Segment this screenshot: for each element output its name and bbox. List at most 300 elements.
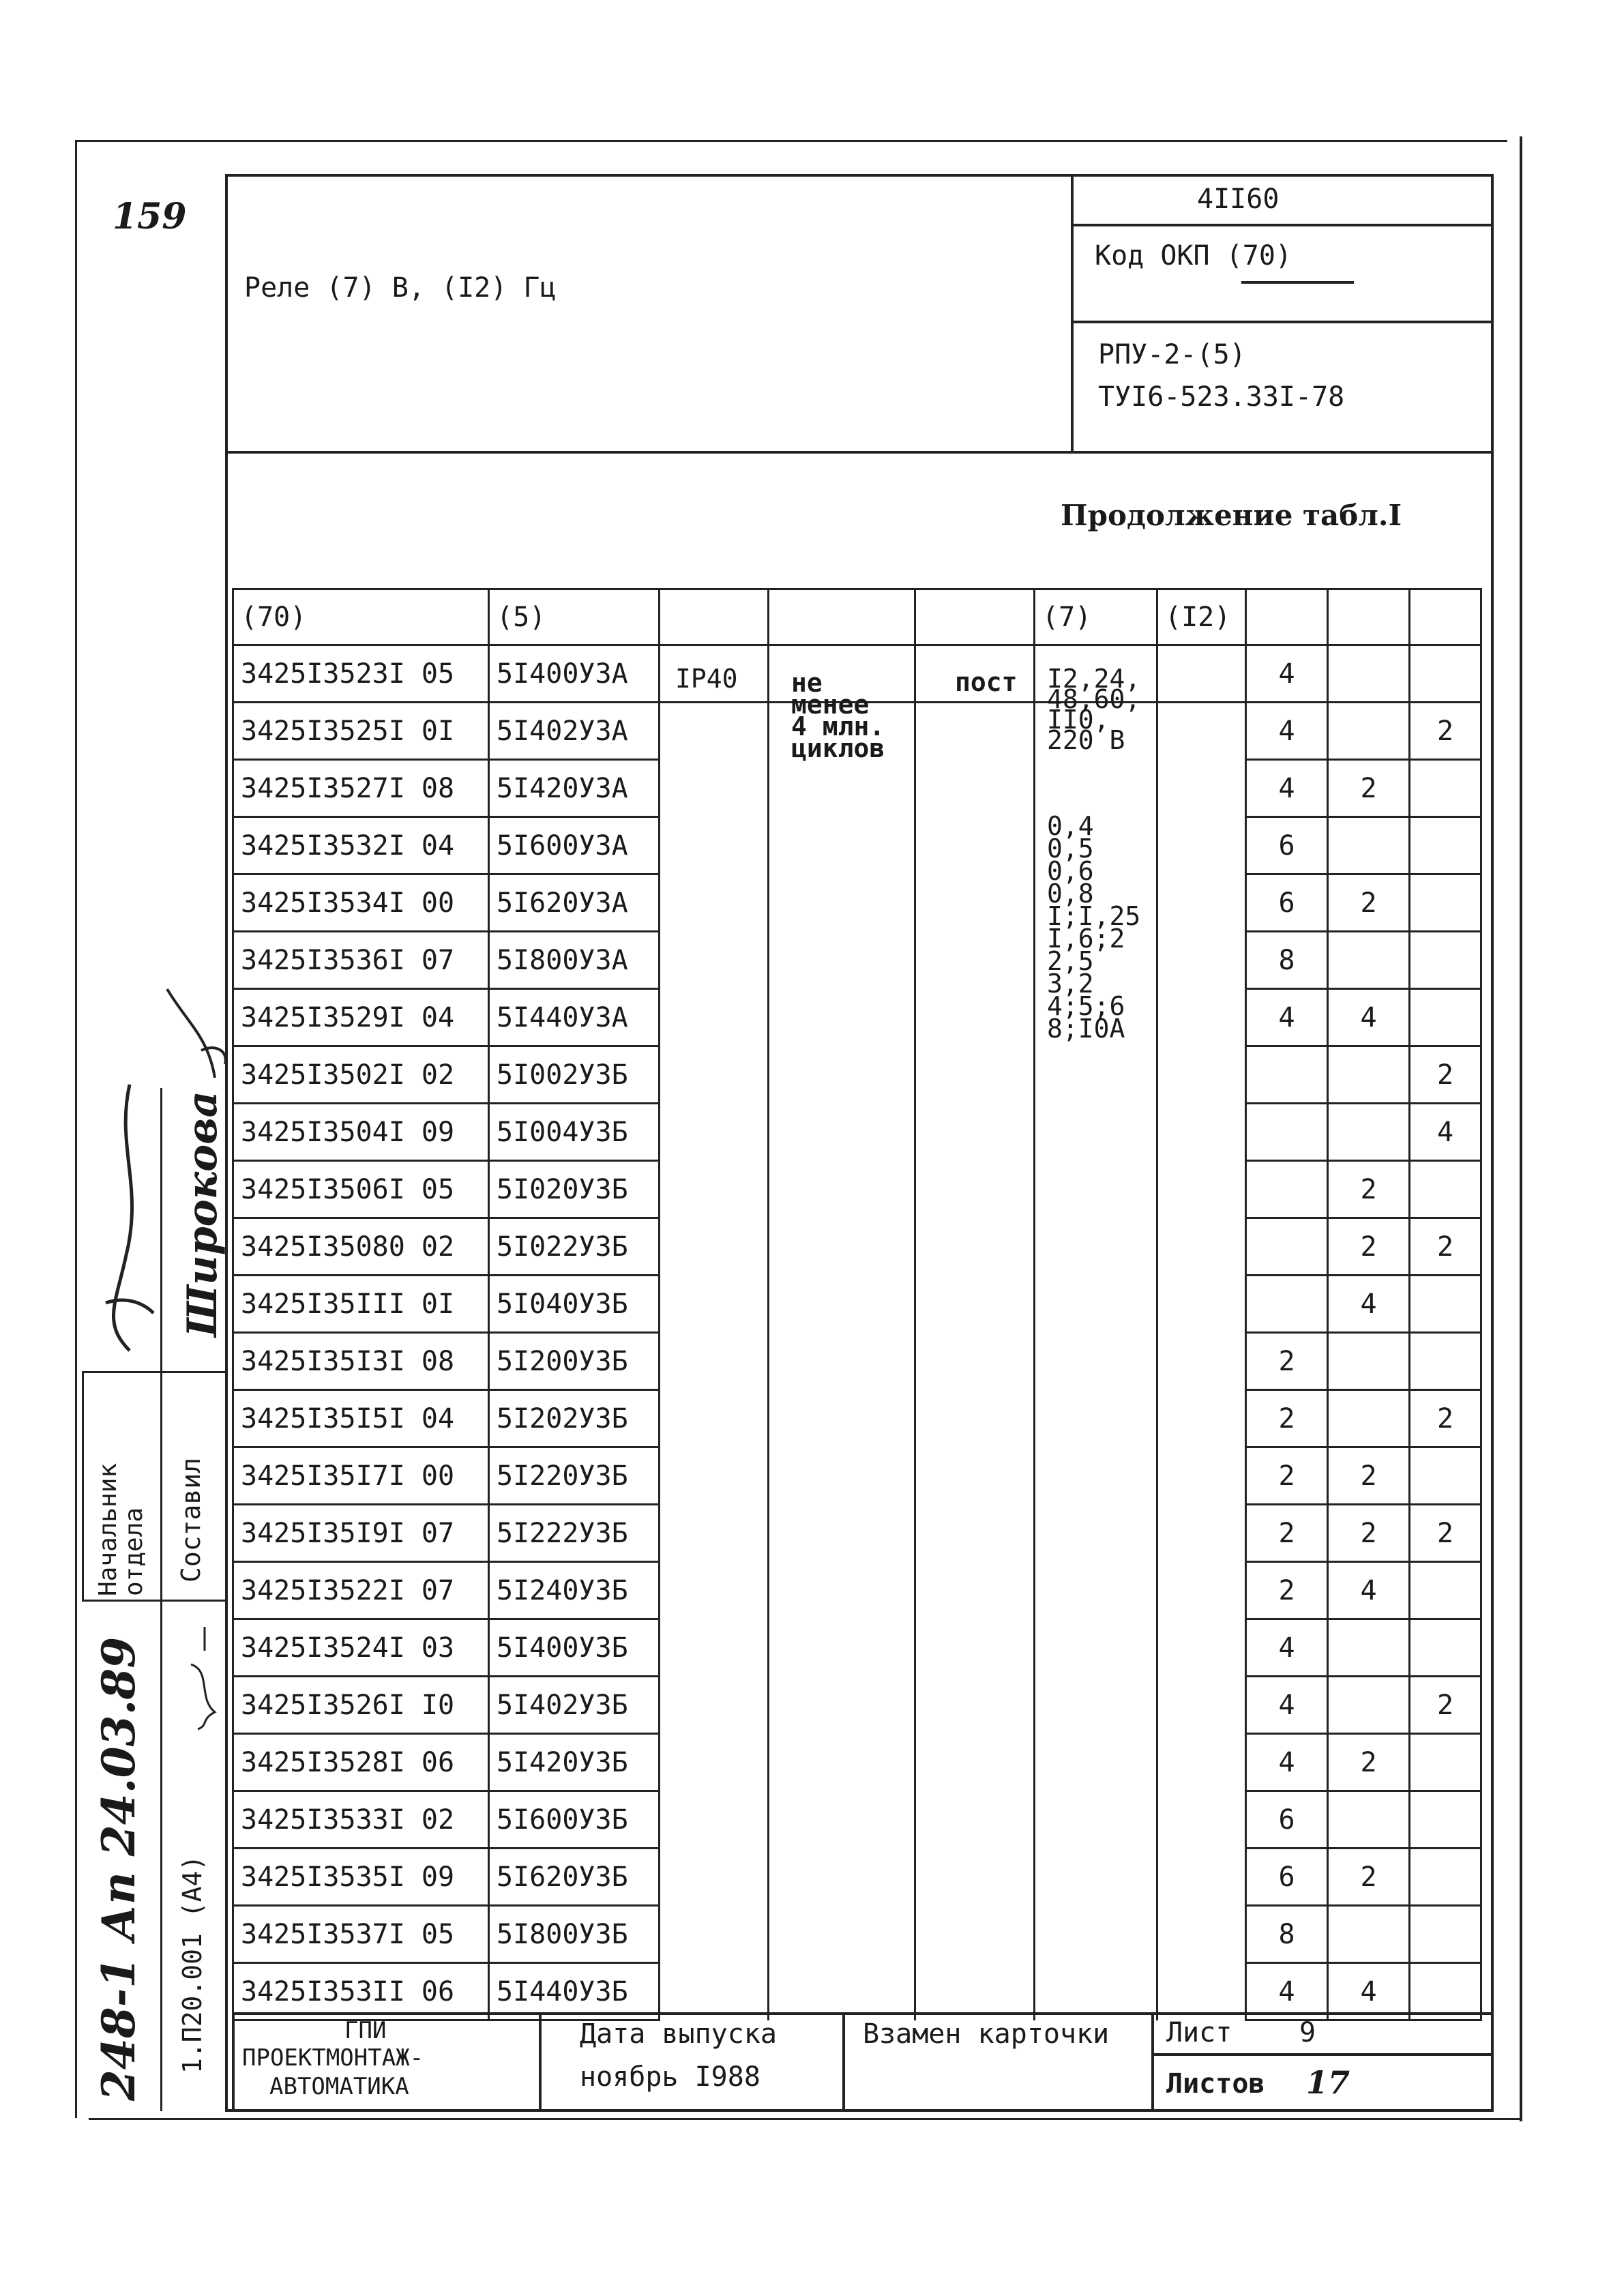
row-frequency-cell [1157, 1046, 1246, 1104]
row-count-1-cell: 4 [1246, 703, 1328, 760]
row-count-1-cell: 6 [1246, 817, 1328, 874]
row-count-1-cell [1246, 1104, 1328, 1161]
row-voltage-cell [1035, 1276, 1157, 1333]
row-protection-cell [660, 1791, 769, 1849]
table-row [233, 1046, 1481, 1104]
row-life-cell [769, 1104, 915, 1161]
row-current-type-cell [915, 1333, 1035, 1390]
row-count-3-cell [1410, 1791, 1481, 1849]
row-count-3-cell [1410, 1333, 1481, 1390]
row-current-type-cell [915, 703, 1035, 760]
row-frequency-cell [1157, 1218, 1246, 1276]
row-count-1-cell: 2 [1246, 1562, 1328, 1619]
table-row [233, 1333, 1481, 1390]
row-count-3-cell: 2 [1410, 1046, 1481, 1104]
row-current-type-cell [915, 1505, 1035, 1562]
row-voltage-cell [1035, 1677, 1157, 1734]
frame-bottom-line [89, 2118, 1521, 2120]
row-count-1-cell [1246, 1276, 1328, 1333]
row-count-3-cell [1410, 1562, 1481, 1619]
row-current-type-cell [915, 760, 1035, 817]
row-count-2-cell [1328, 1104, 1410, 1161]
row-current-type-cell [915, 989, 1035, 1046]
row-life-cell [769, 1161, 915, 1218]
row-type-cell: 5I620У3Б [489, 1849, 660, 1906]
row-current-type-cell [915, 1390, 1035, 1447]
row-frequency-cell [1157, 1276, 1246, 1333]
row-count-3-cell [1410, 1963, 1481, 2020]
life-value: не менее 4 млн. циклов [791, 668, 885, 763]
row-type-cell: 5I020У3Б [489, 1161, 660, 1218]
row-type-cell: 5I400У3А [489, 645, 660, 703]
header-col-empty-1 [660, 589, 769, 645]
row-code-cell: 3425I3524I 03 [233, 1619, 489, 1677]
protection-value: IP40 [675, 664, 738, 694]
head-of-department-text: Начальник отдела [94, 1462, 148, 1596]
row-count-3-cell [1410, 1849, 1481, 1906]
row-code-cell: 3425I3535I 09 [233, 1849, 489, 1906]
row-type-cell: 5I800У3А [489, 932, 660, 989]
header-col-empty-2 [769, 589, 915, 645]
row-protection-cell [660, 1906, 769, 1963]
header-col-empty-3 [915, 589, 1035, 645]
header-col-5: (5) [489, 589, 660, 645]
frame-left-line [75, 140, 77, 2118]
row-type-cell: 5I200У3Б [489, 1333, 660, 1390]
row-type-cell: 5I600У3А [489, 817, 660, 874]
row-frequency-cell [1157, 989, 1246, 1046]
row-life-cell [769, 1562, 915, 1619]
row-protection-cell [660, 989, 769, 1046]
signature-stroke-2 [160, 982, 235, 1085]
row-protection-cell [660, 1562, 769, 1619]
voltage-values: I2,24, 48,60, II0, 220 В [1047, 664, 1141, 755]
frame-right-line [1520, 136, 1522, 2121]
row-protection-cell [660, 1104, 769, 1161]
compiler-label: Составил [176, 1457, 206, 1583]
row-count-1-cell: 2 [1246, 1505, 1328, 1562]
row-current-type-cell [915, 1104, 1035, 1161]
row-frequency-cell [1157, 1619, 1246, 1677]
row-voltage-cell [1035, 1791, 1157, 1849]
row-protection-cell [660, 1619, 769, 1677]
footer-hline [1151, 2053, 1494, 2056]
row-count-3-cell [1410, 1619, 1481, 1677]
relay-table [232, 588, 1482, 2021]
row-type-cell: 5I800У3Б [489, 1906, 660, 1963]
row-count-1-cell: 8 [1246, 1906, 1328, 1963]
row-life-cell [769, 1390, 915, 1447]
row-life-cell [769, 1447, 915, 1505]
row-current-type-cell [915, 1906, 1035, 1963]
sheets-label: Листов [1166, 2068, 1265, 2100]
table-row [233, 1505, 1481, 1562]
row-frequency-cell [1157, 703, 1246, 760]
row-life-cell [769, 1734, 915, 1791]
current-values: 0,4 0,5 0,6 0,8 I;I,25 I,6;2 2,5 3,2 4;5;6 8;I0А [1047, 811, 1141, 1044]
row-protection-cell [660, 1734, 769, 1791]
signature-stroke-1 [89, 1078, 164, 1364]
row-count-1-cell: 2 [1246, 1390, 1328, 1447]
row-count-3-cell [1410, 645, 1481, 703]
okp-code-underline [1241, 281, 1354, 284]
row-code-cell: 3425I3537I 05 [233, 1906, 489, 1963]
frame-top-line [75, 140, 1507, 142]
footer-div-2 [842, 2012, 845, 2112]
row-count-2-cell: 4 [1328, 1276, 1410, 1333]
row-count-1-cell [1246, 1161, 1328, 1218]
row-protection-cell [660, 817, 769, 874]
row-protection-cell [660, 1046, 769, 1104]
row-protection-cell [660, 1963, 769, 2020]
row-count-1-cell: 4 [1246, 1619, 1328, 1677]
row-voltage-cell [1035, 1046, 1157, 1104]
row-frequency-cell [1157, 1562, 1246, 1619]
row-voltage-cell [1035, 1447, 1157, 1505]
row-current-type-cell [915, 1276, 1035, 1333]
row-protection-cell [660, 1276, 769, 1333]
row-protection-cell [660, 1161, 769, 1218]
model-designation: РПУ-2-(5) [1098, 339, 1246, 370]
row-count-2-cell [1328, 932, 1410, 989]
sheet-value: 9 [1299, 2017, 1316, 2048]
row-code-cell: 3425I3523I 05 [233, 645, 489, 703]
row-type-cell: 5I402У3Б [489, 1677, 660, 1734]
row-current-type-cell [915, 1447, 1035, 1505]
signature-stroke-3 [184, 1623, 225, 1733]
row-code-cell: 3425I3534I 00 [233, 874, 489, 932]
row-count-2-cell: 2 [1328, 760, 1410, 817]
tu-designation: ТУI6-523.33I-78 [1098, 381, 1345, 413]
row-count-2-cell: 2 [1328, 1734, 1410, 1791]
row-type-cell: 5I222У3Б [489, 1505, 660, 1562]
row-life-cell [769, 1505, 915, 1562]
row-type-cell: 5I620У3А [489, 874, 660, 932]
form-code: 1.П20.001 (А4) [177, 1855, 207, 2074]
row-type-cell: 5I004У3Б [489, 1104, 660, 1161]
row-frequency-cell [1157, 1734, 1246, 1791]
header-col-empty-5 [1328, 589, 1410, 645]
row-count-1-cell: 2 [1246, 1333, 1328, 1390]
row-count-2-cell: 2 [1328, 1161, 1410, 1218]
row-current-type-cell [915, 1963, 1035, 2020]
row-type-cell: 5I402У3А [489, 703, 660, 760]
row-voltage-cell [1035, 1161, 1157, 1218]
row-count-3-cell [1410, 989, 1481, 1046]
row-count-2-cell [1328, 1046, 1410, 1104]
row-voltage-cell [1035, 1906, 1157, 1963]
row-frequency-cell [1157, 932, 1246, 989]
row-count-2-cell: 2 [1328, 1447, 1410, 1505]
row-protection-cell [660, 932, 769, 989]
row-protection-cell [660, 1447, 769, 1505]
row-current-type-cell [915, 1046, 1035, 1104]
row-count-2-cell [1328, 1619, 1410, 1677]
row-life-cell [769, 932, 915, 989]
row-code-cell: 3425I3522I 07 [233, 1562, 489, 1619]
row-voltage-cell [1035, 1849, 1157, 1906]
row-code-cell: 3425I353II 06 [233, 1963, 489, 2020]
row-type-cell: 5I002У3Б [489, 1046, 660, 1104]
row-code-cell: 3425I3525I 0I [233, 703, 489, 760]
row-protection-cell [660, 760, 769, 817]
table-row [233, 1104, 1481, 1161]
footer-div-3 [1151, 2012, 1154, 2112]
header-col-empty-4 [1246, 589, 1328, 645]
row-frequency-cell [1157, 1791, 1246, 1849]
row-count-1-cell: 4 [1246, 645, 1328, 703]
table-caption: Продолжение табл.I [1061, 499, 1402, 532]
row-count-3-cell [1410, 1906, 1481, 1963]
row-count-1-cell: 6 [1246, 1791, 1328, 1849]
row-current-type-cell [915, 1677, 1035, 1734]
org-line-2: ПРОЕКТМОНТАЖ- [242, 2044, 424, 2072]
row-count-1-cell: 4 [1246, 760, 1328, 817]
row-count-1-cell: 2 [1246, 1447, 1328, 1505]
row-type-cell: 5I420У3А [489, 760, 660, 817]
row-count-1-cell: 8 [1246, 932, 1328, 989]
row-protection-cell [660, 1505, 769, 1562]
row-frequency-cell [1157, 1906, 1246, 1963]
row-protection-cell [660, 1390, 769, 1447]
row-voltage-cell [1035, 1619, 1157, 1677]
row-code-cell: 3425I3529I 04 [233, 989, 489, 1046]
header-title: Реле (7) В, (I2) Гц [244, 272, 557, 304]
row-frequency-cell [1157, 817, 1246, 874]
row-code-cell: 3425I3506I 05 [233, 1161, 489, 1218]
row-count-2-cell [1328, 1677, 1410, 1734]
side-col-hline-2 [82, 1600, 225, 1602]
row-count-1-cell [1246, 1046, 1328, 1104]
table-row [233, 1562, 1481, 1619]
table-row [233, 1218, 1481, 1276]
row-count-2-cell [1328, 703, 1410, 760]
row-life-cell [769, 874, 915, 932]
table-row [233, 1677, 1481, 1734]
row-frequency-cell [1157, 874, 1246, 932]
row-current-type-cell [915, 1791, 1035, 1849]
org-line-1: ГПИ [344, 2017, 387, 2044]
row-frequency-cell [1157, 1333, 1246, 1390]
header-col-empty-6 [1410, 589, 1481, 645]
row-type-cell: 5I400У3Б [489, 1619, 660, 1677]
table-row [233, 760, 1481, 817]
row-code-cell: 3425I35080 02 [233, 1218, 489, 1276]
row-count-1-cell: 4 [1246, 1734, 1328, 1791]
row-frequency-cell [1157, 1677, 1246, 1734]
row-type-cell: 5I240У3Б [489, 1562, 660, 1619]
row-count-3-cell [1410, 760, 1481, 817]
row-life-cell [769, 1849, 915, 1906]
row-current-type-cell [915, 932, 1035, 989]
row-current-type-cell [915, 1161, 1035, 1218]
row-current-type-cell [915, 874, 1035, 932]
row-type-cell: 5I220У3Б [489, 1447, 660, 1505]
row-voltage-cell [1035, 1505, 1157, 1562]
row-life-cell [769, 1906, 915, 1963]
page-number: 159 [113, 196, 187, 237]
row-frequency-cell [1157, 1161, 1246, 1218]
header-right-hline-1 [1071, 224, 1494, 226]
row-frequency-cell [1157, 1447, 1246, 1505]
table-row [233, 1619, 1481, 1677]
header-divider [1071, 174, 1074, 454]
row-code-cell: 3425I3527I 08 [233, 760, 489, 817]
row-count-3-cell [1410, 817, 1481, 874]
row-code-cell: 3425I3536I 07 [233, 932, 489, 989]
row-count-2-cell [1328, 817, 1410, 874]
row-code-cell: 3425I3502I 02 [233, 1046, 489, 1104]
row-frequency-cell [1157, 1963, 1246, 2020]
footer-div-1 [539, 2012, 542, 2112]
row-code-cell: 3425I3504I 09 [233, 1104, 489, 1161]
row-type-cell: 5I202У3Б [489, 1390, 660, 1447]
row-count-2-cell [1328, 1333, 1410, 1390]
row-voltage-cell [1035, 1333, 1157, 1390]
table-row [233, 1276, 1481, 1333]
row-code-cell: 3425I35I7I 00 [233, 1447, 489, 1505]
row-life-cell [769, 989, 915, 1046]
row-count-2-cell [1328, 645, 1410, 703]
table-row [233, 1734, 1481, 1791]
row-life-cell [769, 1619, 915, 1677]
row-count-2-cell [1328, 1390, 1410, 1447]
table-row [233, 989, 1481, 1046]
head-of-department-label [95, 1378, 147, 1596]
row-type-cell: 5I420У3Б [489, 1734, 660, 1791]
table-row [233, 1791, 1481, 1849]
row-count-2-cell: 2 [1328, 1849, 1410, 1906]
row-count-3-cell: 4 [1410, 1104, 1481, 1161]
table-row [233, 874, 1481, 932]
release-date-label: Дата выпуска [580, 2018, 777, 2050]
row-count-1-cell: 6 [1246, 1849, 1328, 1906]
row-count-2-cell: 2 [1328, 874, 1410, 932]
row-type-cell: 5I440У3Б [489, 1963, 660, 2020]
row-current-type-cell [915, 1734, 1035, 1791]
row-count-2-cell [1328, 1906, 1410, 1963]
row-voltage-cell [1035, 1104, 1157, 1161]
row-life-cell [769, 817, 915, 874]
sheets-value: 17 [1306, 2064, 1350, 2101]
row-count-3-cell: 2 [1410, 1505, 1481, 1562]
row-code-cell: 3425I3533I 02 [233, 1791, 489, 1849]
row-life-cell [769, 1677, 915, 1734]
row-frequency-cell [1157, 645, 1246, 703]
row-type-cell: 5I440У3А [489, 989, 660, 1046]
table-row [233, 817, 1481, 874]
row-count-3-cell [1410, 1276, 1481, 1333]
row-voltage-cell [1035, 1562, 1157, 1619]
table-row [233, 932, 1481, 989]
row-protection-cell [660, 1218, 769, 1276]
row-code-cell: 3425I3526I I0 [233, 1677, 489, 1734]
row-count-3-cell [1410, 874, 1481, 932]
row-count-1-cell: 4 [1246, 1963, 1328, 2020]
row-type-cell: 5I600У3Б [489, 1791, 660, 1849]
table-row [233, 1849, 1481, 1906]
row-count-2-cell: 2 [1328, 1218, 1410, 1276]
table-row [233, 1161, 1481, 1218]
row-voltage-cell [1035, 1734, 1157, 1791]
row-code-cell: 3425I3532I 04 [233, 817, 489, 874]
row-count-3-cell: 2 [1410, 1390, 1481, 1447]
side-col-vline [82, 1371, 84, 1600]
row-protection-cell [660, 703, 769, 760]
row-code-cell: 3425I35III 0I [233, 1276, 489, 1333]
registration-stamp: 248-1 Ап 24.03.89 [92, 1636, 145, 2101]
row-count-3-cell [1410, 1161, 1481, 1218]
row-count-3-cell [1410, 932, 1481, 989]
row-life-cell [769, 1046, 915, 1104]
table-header-row [233, 589, 1481, 645]
table-row [233, 1390, 1481, 1447]
code-number: 4II60 [1197, 183, 1280, 215]
row-current-type-cell [915, 1562, 1035, 1619]
row-count-1-cell [1246, 1218, 1328, 1276]
row-count-3-cell [1410, 1734, 1481, 1791]
compiler-signature-name: Широкова [179, 1091, 226, 1337]
sheet-label: Лист [1166, 2017, 1232, 2048]
row-protection-cell [660, 1677, 769, 1734]
row-current-type-cell [915, 817, 1035, 874]
row-type-cell: 5I022У3Б [489, 1218, 660, 1276]
row-frequency-cell [1157, 760, 1246, 817]
table-row [233, 1447, 1481, 1505]
current-type-value: пост [955, 667, 1018, 697]
row-life-cell [769, 1276, 915, 1333]
row-voltage-cell [1035, 1390, 1157, 1447]
row-voltage-cell [1035, 760, 1157, 817]
row-life-cell [769, 1218, 915, 1276]
row-protection-cell [660, 874, 769, 932]
row-current-type-cell [915, 1619, 1035, 1677]
header-right-hline-2 [1071, 321, 1494, 323]
row-code-cell: 3425I35I5I 04 [233, 1390, 489, 1447]
row-count-2-cell: 4 [1328, 1562, 1410, 1619]
row-frequency-cell [1157, 1104, 1246, 1161]
row-frequency-cell [1157, 1505, 1246, 1562]
header-col-70: (70) [233, 589, 489, 645]
row-protection-cell [660, 1333, 769, 1390]
row-count-3-cell: 2 [1410, 1218, 1481, 1276]
row-life-cell [769, 1963, 915, 2020]
row-count-3-cell [1410, 1447, 1481, 1505]
row-current-type-cell [915, 1218, 1035, 1276]
row-count-1-cell: 6 [1246, 874, 1328, 932]
replaces-label: Взамен карточки [863, 2018, 1110, 2050]
release-date: ноябрь I988 [580, 2061, 760, 2093]
row-code-cell: 3425I35I9I 07 [233, 1505, 489, 1562]
row-voltage-cell [1035, 1963, 1157, 2020]
row-code-cell: 3425I35I3I 08 [233, 1333, 489, 1390]
row-count-2-cell [1328, 1791, 1410, 1849]
row-count-2-cell: 4 [1328, 989, 1410, 1046]
row-frequency-cell [1157, 1390, 1246, 1447]
header-col-12: (I2) [1157, 589, 1246, 645]
row-life-cell [769, 1791, 915, 1849]
header-col-7: (7) [1035, 589, 1157, 645]
table-row [233, 1906, 1481, 1963]
row-count-1-cell: 4 [1246, 1677, 1328, 1734]
row-count-2-cell: 4 [1328, 1963, 1410, 2020]
table-row [233, 1963, 1481, 2020]
row-count-2-cell: 2 [1328, 1505, 1410, 1562]
row-life-cell [769, 760, 915, 817]
row-count-1-cell: 4 [1246, 989, 1328, 1046]
row-protection-cell [660, 1849, 769, 1906]
side-col-hline-1 [82, 1371, 225, 1373]
